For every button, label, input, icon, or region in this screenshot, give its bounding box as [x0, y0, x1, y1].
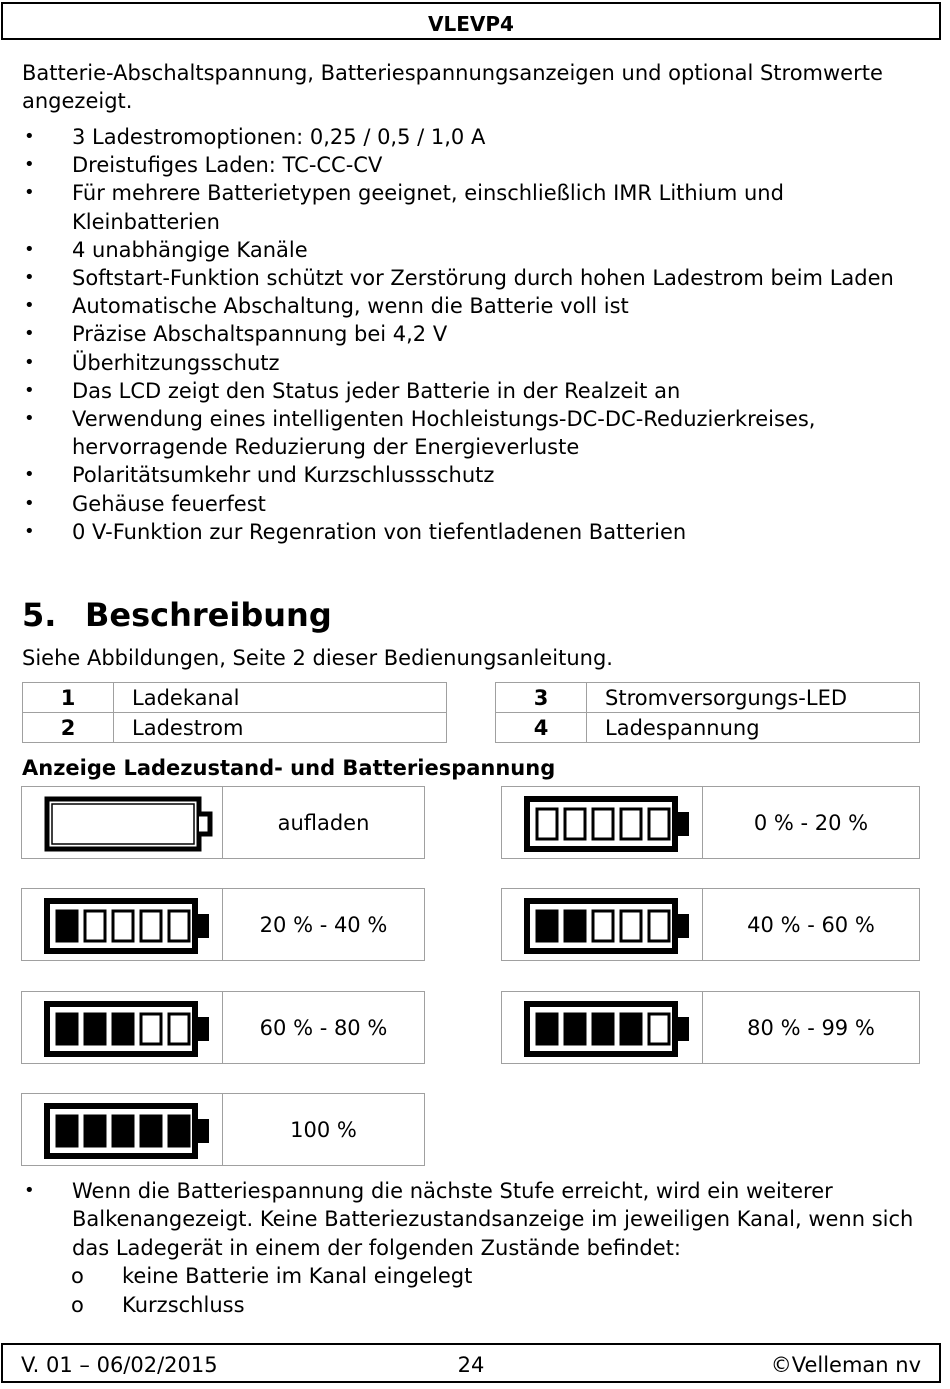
- note-sublist: [72, 1262, 930, 1319]
- battery-bar-empty: [113, 911, 133, 941]
- battery-bar-filled: [113, 1014, 133, 1044]
- page-footer: [1, 1343, 941, 1383]
- legend-number: 4: [496, 713, 587, 743]
- battery-bar-empty: [565, 809, 585, 839]
- battery-20-40-icon: [44, 898, 220, 954]
- page-header: [1, 2, 941, 40]
- legend-table-left: [22, 682, 447, 743]
- battery-bar-empty: [593, 809, 613, 839]
- section-number: 5.: [22, 596, 57, 634]
- feature-list: [0, 123, 930, 546]
- indicator-label: 20 % - 40 %: [222, 888, 425, 961]
- document-title: VLEVP4: [428, 12, 514, 36]
- legend-number: 3: [496, 683, 587, 713]
- battery-bar-filled: [57, 1116, 77, 1146]
- feature-item: • Automatische Abschaltung, wenn die Batterie voll ist: [0, 292, 930, 320]
- indicator-label: 60 % - 80 %: [222, 991, 425, 1064]
- battery-bar-empty: [621, 911, 641, 941]
- battery-80-99-icon: [524, 1001, 700, 1057]
- see-figures-text: Siehe Abbildungen, Seite 2 dieser Bedienungsanleitung.: [22, 646, 613, 670]
- table-row: [23, 713, 447, 743]
- battery-100-icon: [44, 1103, 220, 1159]
- note-subitem: o Kurzschluss: [71, 1291, 930, 1319]
- indicator-icon-cell: [21, 991, 223, 1064]
- note-item: [0, 1177, 930, 1319]
- legend-table-right: [495, 682, 920, 743]
- indicator-icon-cell: [21, 1093, 223, 1166]
- feature-item: • 0 V-Funktion zur Regenration von tiefentladenen Batterien: [0, 518, 930, 546]
- indicator-label: 0 % - 20 %: [702, 786, 920, 859]
- footer-copyright: ©Velleman nv: [770, 1353, 921, 1377]
- battery-0-20-icon: [524, 796, 700, 852]
- legend-number: 2: [23, 713, 114, 743]
- table-row: [23, 683, 447, 713]
- indicator-label: 100 %: [222, 1093, 425, 1166]
- battery-bar-filled: [141, 1116, 161, 1146]
- battery-bar-empty: [537, 809, 557, 839]
- battery-bar-empty: [621, 809, 641, 839]
- feature-item: • Das LCD zeigt den Status jeder Batterie in der Realzeit an: [0, 377, 930, 405]
- battery-bar-filled: [593, 1014, 613, 1044]
- feature-item: • Gehäuse feuerfest: [0, 490, 930, 518]
- legend-label: Stromversorgungs-LED: [587, 683, 920, 713]
- feature-item: • Polaritätsumkehr und Kurzschlussschutz: [0, 461, 930, 489]
- battery-60-80-icon: [44, 1001, 220, 1057]
- battery-bar-empty: [649, 809, 669, 839]
- legend-label: Ladespannung: [587, 713, 920, 743]
- battery-bar-empty: [593, 911, 613, 941]
- battery-bar-filled: [85, 1116, 105, 1146]
- battery-bar-empty: [141, 911, 161, 941]
- battery-bar-filled: [621, 1014, 641, 1044]
- battery-bar-empty: [169, 1014, 189, 1044]
- feature-item: • 3 Ladestromoptionen: 0,25 / 0,5 / 1,0 A: [0, 123, 930, 151]
- battery-bar-filled: [537, 911, 557, 941]
- feature-item: • Überhitzungsschutz: [0, 349, 930, 377]
- section-heading: [22, 596, 332, 634]
- battery-bar-empty: [85, 911, 105, 941]
- indicator-label: 40 % - 60 %: [702, 888, 920, 961]
- legend-label: Ladestrom: [114, 713, 447, 743]
- indicator-label: aufladen: [222, 786, 425, 859]
- indicator-icon-cell: [501, 991, 703, 1064]
- table-row: [496, 683, 920, 713]
- feature-item: • 4 unabhängige Kanäle: [0, 236, 930, 264]
- battery-bar-empty: [169, 911, 189, 941]
- battery-bar-filled: [57, 911, 77, 941]
- indicator-heading: Anzeige Ladezustand- und Batteriespannung: [22, 756, 556, 780]
- battery-bar-filled: [565, 911, 585, 941]
- battery-bar-empty: [141, 1014, 161, 1044]
- indicator-icon-cell: [501, 888, 703, 961]
- battery-bar-empty: [649, 1014, 669, 1044]
- note-text: Wenn die Batteriespannung die nächste Stufe erreicht, wird ein weiterer Balkenangezeigt. Keine Batteriezustandsanzeige im jeweiligen Kanal, wenn sich das Ladegerät in einem der folgenden Zustände befindet:: [72, 1179, 914, 1260]
- feature-item: • Dreistufiges Laden: TC-CC-CV: [0, 151, 930, 179]
- feature-item: • Softstart-Funktion schützt vor Zerstörung durch hohen Ladestrom beim Laden: [0, 264, 930, 292]
- battery-40-60-icon: [524, 898, 700, 954]
- footer-version: V. 01 – 06/02/2015: [21, 1353, 218, 1377]
- battery-bar-filled: [169, 1116, 189, 1146]
- legend-label: Ladekanal: [114, 683, 447, 713]
- footer-page-number: 24: [457, 1353, 485, 1377]
- battery-bar-empty: [649, 911, 669, 941]
- feature-item: • Präzise Abschaltspannung bei 4,2 V: [0, 320, 930, 348]
- note-subitem: o keine Batterie im Kanal eingelegt: [71, 1262, 930, 1290]
- intro-text: Batterie-Abschaltspannung, Batteriespannungsanzeigen und optional Stromwerte angezeigt.: [22, 61, 883, 113]
- indicator-icon-cell: [21, 888, 223, 961]
- battery-bar-filled: [565, 1014, 585, 1044]
- indicator-icon-cell: [501, 786, 703, 859]
- indicator-label: 80 % - 99 %: [702, 991, 920, 1064]
- indicator-icon-cell: [21, 786, 223, 859]
- feature-item: • Verwendung eines intelligenten Hochleistungs-DC-DC-Reduzierkreises, hervorragende Reduzierung der Energieverluste: [0, 405, 930, 461]
- battery-bar-filled: [85, 1014, 105, 1044]
- table-row: [496, 713, 920, 743]
- battery-bar-filled: [537, 1014, 557, 1044]
- feature-item: • Für mehrere Batterietypen geeignet, einschließlich IMR Lithium und Kleinbatterien: [0, 179, 930, 235]
- legend-number: 1: [23, 683, 114, 713]
- battery-charging-icon: [44, 796, 220, 852]
- battery-bar-filled: [113, 1116, 133, 1146]
- section-title: Beschreibung: [85, 596, 332, 634]
- note-list: [0, 1177, 930, 1319]
- battery-bar-filled: [57, 1014, 77, 1044]
